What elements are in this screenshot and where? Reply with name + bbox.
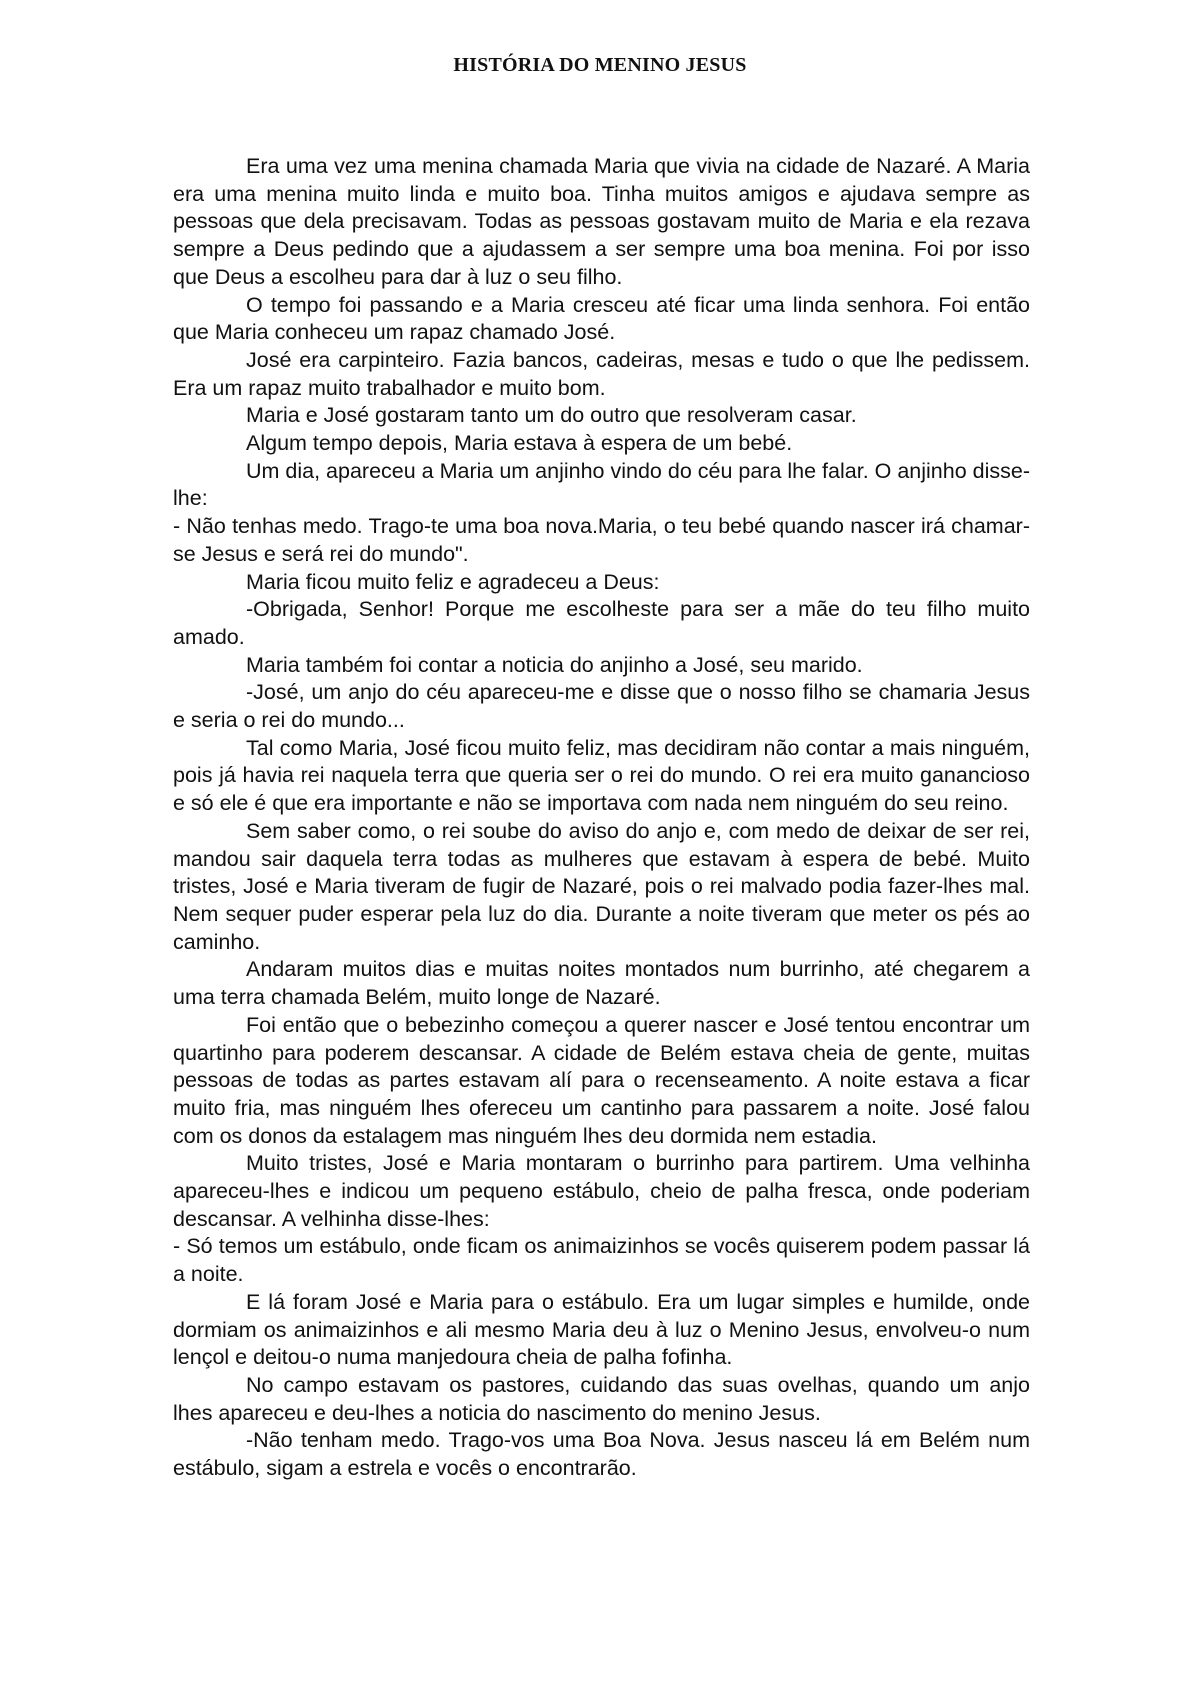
story-paragraph: Muito tristes, José e Maria montaram o burrinho para partirem. Uma velhinha apareceu-lhes e indicou um pequeno estábulo, cheio de palha fresca, onde poderiam descansar. A velhinha disse-lhes: (173, 1151, 1030, 1231)
story-paragraph: Andaram muitos dias e muitas noites montados num burrinho, até chegarem a uma terra chamada Belém, muito longe de Nazaré. (173, 957, 1030, 1010)
story-paragraph: - Só temos um estábulo, onde ficam os animaizinhos se vocês quiserem podem passar lá a noite. (173, 1234, 1030, 1287)
story-paragraph: Um dia, apareceu a Maria um anjinho vindo do céu para lhe falar. O anjinho disse-lhe: (173, 458, 1031, 511)
story-paragraph: Algum tempo depois, Maria estava à espera de um bebé. (246, 431, 793, 456)
story-paragraph: E lá foram José e Maria para o estábulo. Era um lugar simples e humilde, onde dormiam os animaizinhos e ali mesmo Maria deu à luz o Menino Jesus, envolveu-o num lençol e deitou-o numa manjedoura cheia de palha fofinha. (173, 1289, 1030, 1370)
story-paragraph: O tempo foi passando e a Maria cresceu até ficar uma linda senhora. Foi então que Maria conheceu um rapaz chamado José. (173, 292, 1030, 345)
story-body (173, 153, 1030, 1483)
story-paragraph: -José, um anjo do céu apareceu-me e disse que o nosso filho se chamaria Jesus e seria o rei do mundo... (173, 680, 1030, 733)
story-paragraph: Maria também foi contar a noticia do anjinho a José, seu marido. (246, 652, 863, 677)
story-paragraph: José era carpinteiro. Fazia bancos, cadeiras, mesas e tudo o que lhe pedissem. Era um rapaz muito trabalhador e muito bom. (173, 347, 1030, 400)
story-paragraph: Tal como Maria, José ficou muito feliz, mas decidiram não contar a mais ninguém, pois já havia rei naquela terra que queria ser o rei do mundo. O rei era muito ganancioso e só ele é que era importante e não se importava com nada nem ninguém do seu reino. (173, 735, 1030, 816)
story-paragraph: No campo estavam os pastores, cuidando das suas ovelhas, quando um anjo lhes apareceu e deu-lhes a noticia do nascimento do menino Jesus. (173, 1372, 1030, 1425)
story-paragraph: - Não tenhas medo. Trago-te uma boa nova.Maria, o teu bebé quando nascer irá chamar-se Jesus e será rei do mundo". (173, 514, 1030, 566)
story-paragraph: Era uma vez uma menina chamada Maria que vivia na cidade de Nazaré. A Maria era uma menina muito linda e muito boa. Tinha muitos amigos e ajudava sempre as pessoas que dela precisavam. Todas as pessoas gostavam muito de Maria e ela rezava sempre a Deus pedindo que a ajudassem a ser sempre uma boa menina. Foi por isso que Deus a escolheu para dar à luz o seu filho. (173, 154, 1030, 289)
story-paragraph: Maria e José gostaram tanto um do outro que resolveram casar. (246, 403, 857, 428)
page-title: HISTÓRIA DO MENINO JESUS (453, 54, 747, 76)
story-paragraph: Foi então que o bebezinho começou a querer nascer e José tentou encontrar um quartinho para poderem descansar. A cidade de Belém estava cheia de gente, muitas pessoas de todas as partes estavam alí para o recenseamento. A noite estava a ficar muito fria, mas ninguém lhes ofereceu um cantinho para passarem a noite. José falou com os donos da estalagem mas ninguém lhes deu dormida nem estadia. (173, 1012, 1030, 1148)
story-paragraph: Sem saber como, o rei soube do aviso do anjo e, com medo de deixar de ser rei, mandou sair daquela terra todas as mulheres que estavam à espera de bebé. Muito tristes, José e Maria tiveram de fugir de Nazaré, pois o rei malvado podia fazer-lhes mal. Nem sequer puder esperar pela luz do dia. Durante a noite tiveram que meter os pés ao caminho. (173, 818, 1030, 954)
story-paragraph: -Não tenham medo. Trago-vos uma Boa Nova. Jesus nasceu lá em Belém num estábulo, sigam a estrela e vocês o encontrarão. (173, 1428, 1030, 1481)
story-paragraph: Maria ficou muito feliz e agradeceu a Deus: (246, 569, 660, 594)
story-paragraph: -Obrigada, Senhor! Porque me escolheste para ser a mãe do teu filho muito amado. (173, 597, 1030, 649)
